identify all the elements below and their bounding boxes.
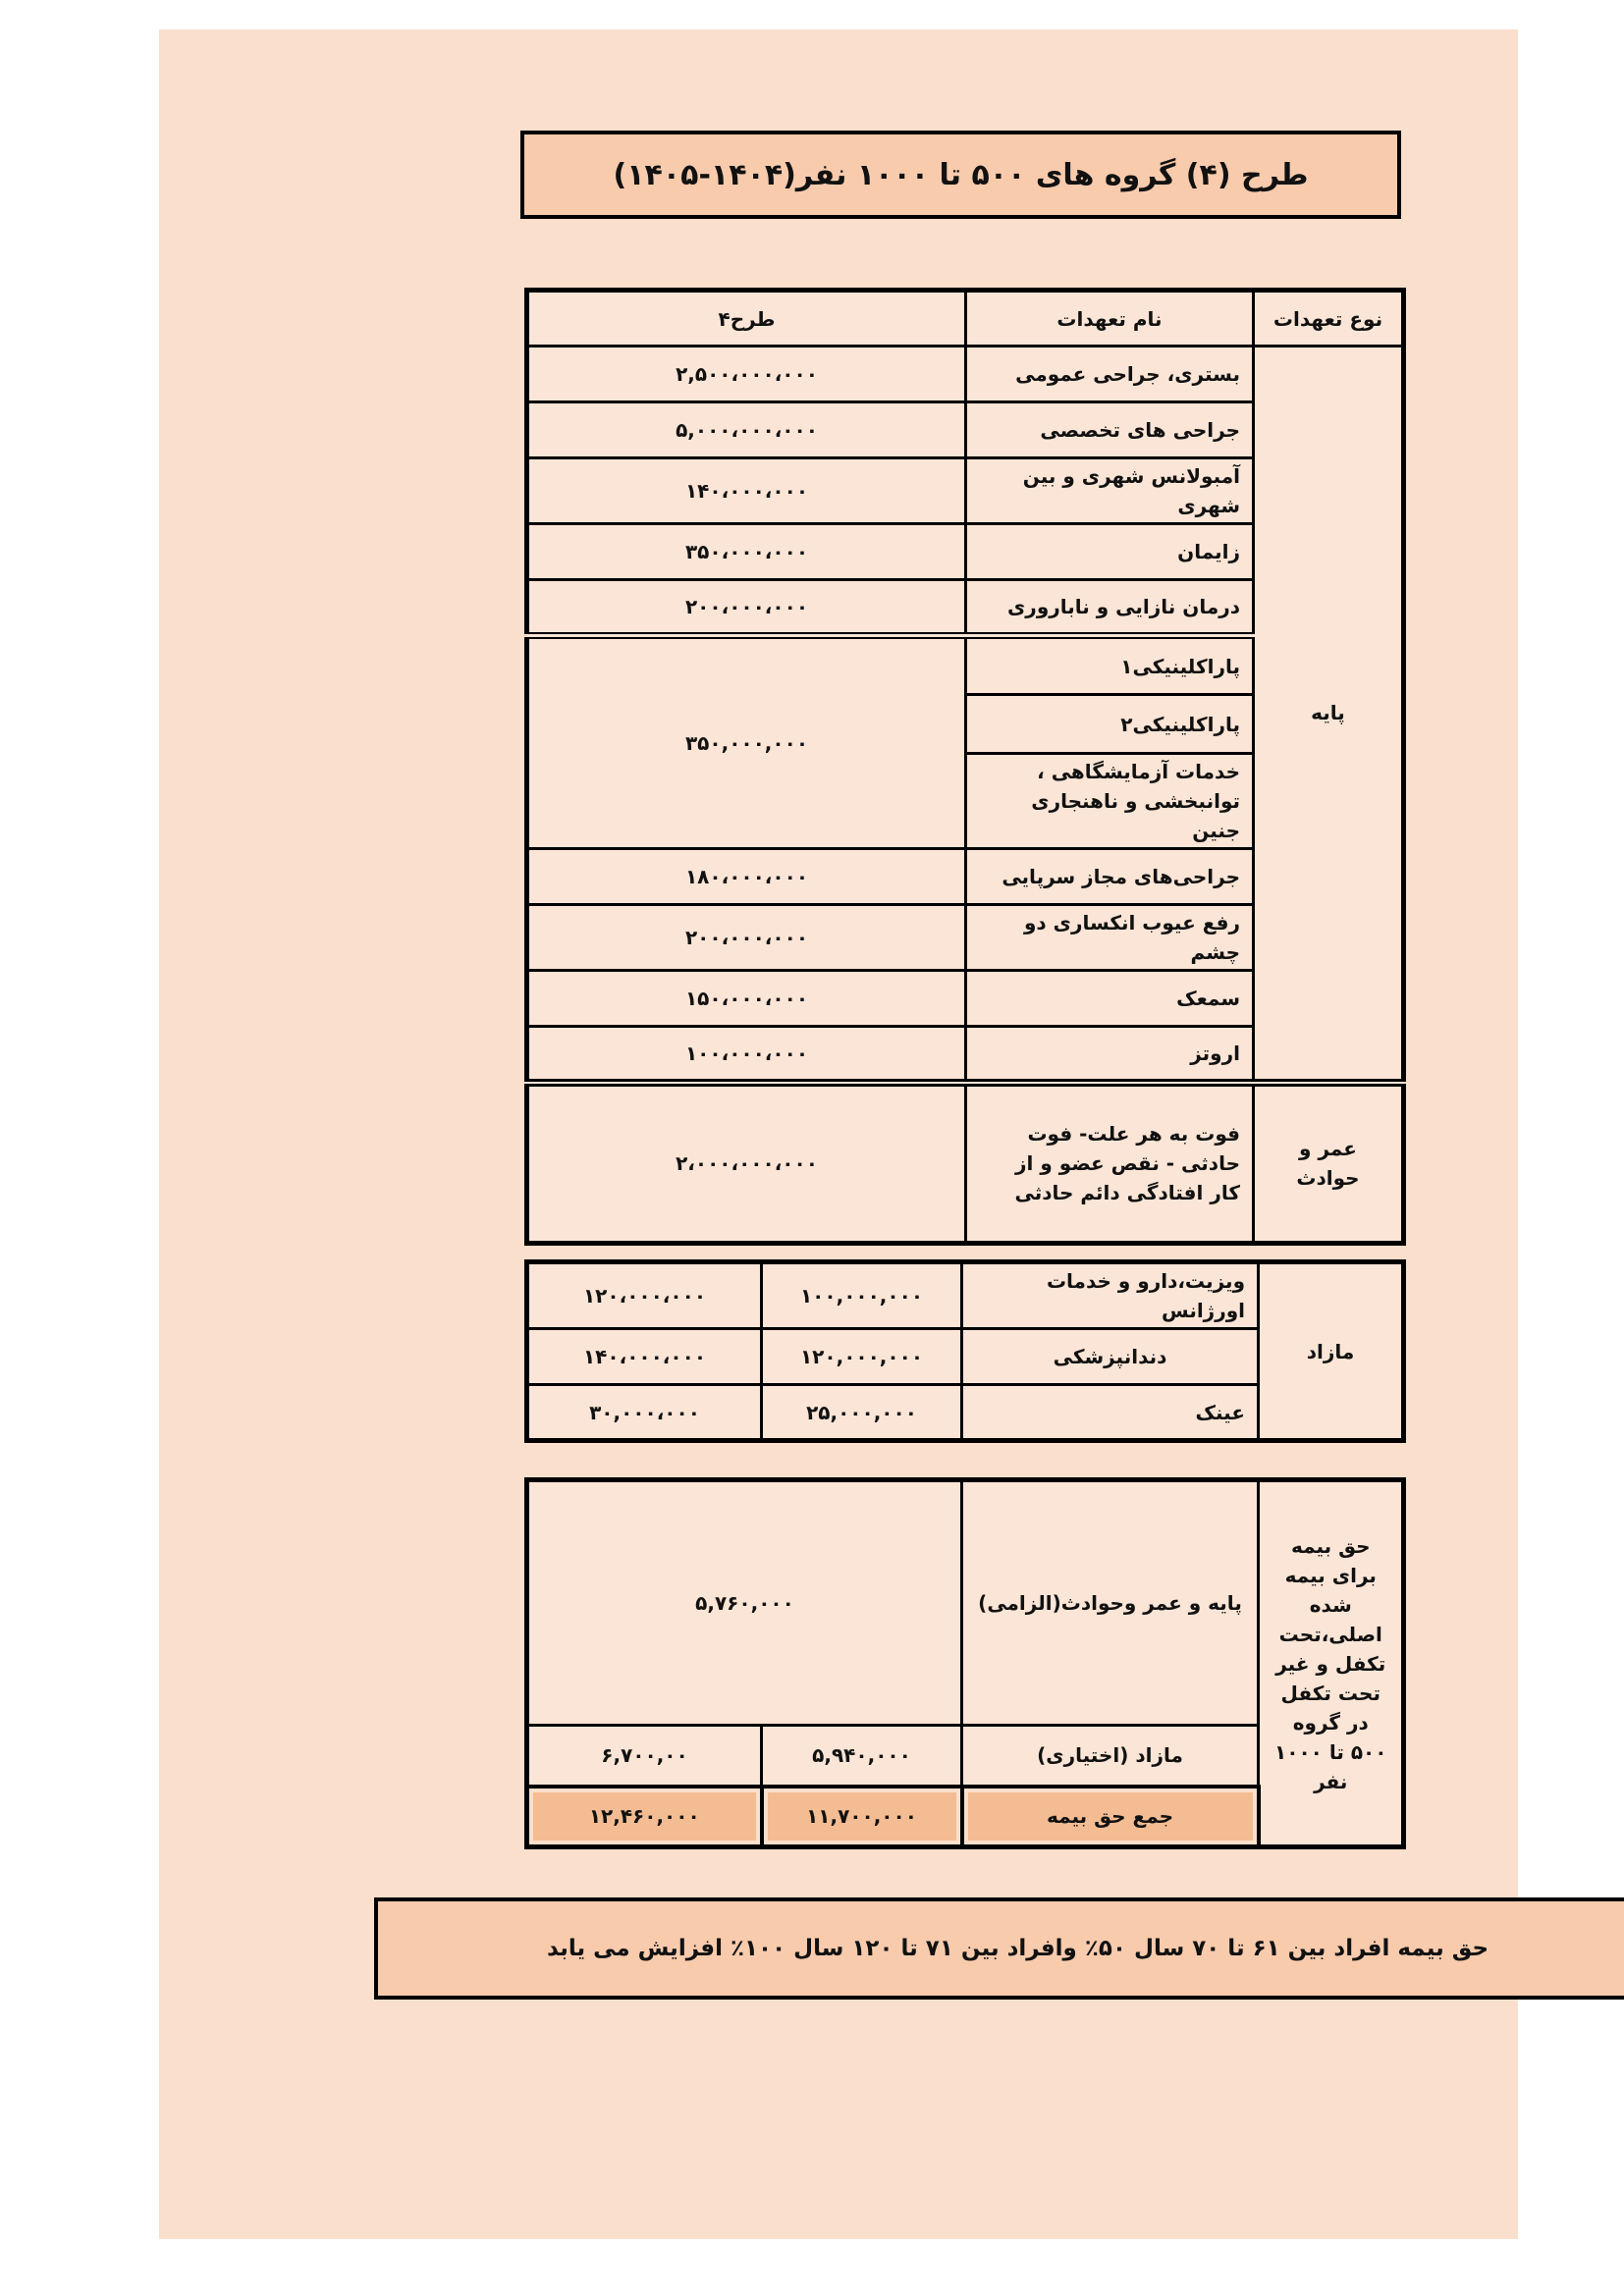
footnote-text: حق بیمه افراد بین ۶۱ تا ۷۰ سال ۵۰٪ وافراد بین ۷۱ تا ۱۲۰ سال ۱۰۰٪ افزایش می یابد xyxy=(546,1936,1489,1961)
benefit-amount-cell: ۱۰۰،۰۰۰،۰۰۰ xyxy=(527,1027,966,1083)
benefit-name-cell: ویزیت،دارو و خدمات اورژانس xyxy=(962,1262,1259,1329)
table-row xyxy=(527,347,1404,402)
benefit-amount-cell: ۳۵۰،۰۰۰،۰۰۰ xyxy=(527,524,966,580)
premium-name-cell: پایه و عمر وحوادث(الزامی) xyxy=(962,1480,1259,1726)
premium-total-amount-cell: ۱۲,۴۶۰,۰۰۰ xyxy=(527,1787,762,1847)
benefit-name-cell: دندانپزشکی xyxy=(962,1329,1259,1385)
page-title: طرح (۴) گروه های ۵۰۰ تا ۱۰۰۰ نفر(۱۴۰۴-۱۴۰۵) xyxy=(613,157,1309,192)
table-row xyxy=(527,1262,1404,1329)
benefit-amount-cell: ۲۵,۰۰۰,۰۰۰ xyxy=(762,1385,962,1441)
paraclinic-merged-amount-cell: ۳۵۰,۰۰۰,۰۰۰ xyxy=(527,636,966,849)
benefit-name-cell: فوت به هر علت- فوت حادثی - نقص عضو و از کار افتادگی دائم حادثی xyxy=(966,1083,1254,1244)
premium-name-cell: مازاد (اختیاری) xyxy=(962,1726,1259,1787)
header-row xyxy=(527,291,1404,347)
premium-total-amount-cell: ۱۱,۷۰۰,۰۰۰ xyxy=(762,1787,962,1847)
type-group-cell-life: عمر و حوادث xyxy=(1254,1083,1404,1244)
benefits-table xyxy=(524,288,1406,1246)
benefit-amount-cell: ۱۲۰،۰۰۰،۰۰۰ xyxy=(527,1262,762,1329)
benefit-name-cell: سمعک xyxy=(966,971,1254,1027)
benefit-amount-cell: ۲,۵۰۰،۰۰۰،۰۰۰ xyxy=(527,347,966,402)
benefit-name-cell: رفع عیوب انکساری دو چشم xyxy=(966,905,1254,971)
name-header-cell: نام تعهدات xyxy=(966,291,1254,347)
benefit-name-cell: خدمات آزمایشگاهی ، توانبخشی و ناهنجاری جنین xyxy=(966,754,1254,849)
premium-side-label-cell: حق بیمه برای بیمه شده اصلی،تحت تکفل و غیر تحت تکفل در گروه ۵۰۰ تا ۱۰۰۰ نفر xyxy=(1259,1480,1404,1847)
document-title-box xyxy=(520,131,1401,219)
type-header-cell: نوع تعهدات xyxy=(1254,291,1404,347)
benefit-name-cell: آمبولانس شهری و بین شهری xyxy=(966,458,1254,524)
benefit-name-cell: درمان نازایی و ناباروری xyxy=(966,580,1254,636)
premium-amount-cell: ۵,۹۴۰,۰۰۰ xyxy=(762,1726,962,1787)
table-row xyxy=(527,1083,1404,1244)
premium-amount-cell: ۵,۷۶۰,۰۰۰ xyxy=(527,1480,962,1726)
benefit-name-cell: بستری، جراحی عمومی xyxy=(966,347,1254,402)
benefit-amount-cell: ۱۴۰،۰۰۰،۰۰۰ xyxy=(527,1329,762,1385)
excess-table xyxy=(524,1259,1406,1443)
benefit-amount-cell: ۲۰۰،۰۰۰،۰۰۰ xyxy=(527,905,966,971)
benefit-name-cell: پاراکلینیکی۱ xyxy=(966,636,1254,695)
premium-table xyxy=(524,1477,1406,1849)
plan-header-cell: طرح۴ xyxy=(527,291,966,347)
benefit-amount-cell: ۱۰۰,۰۰۰,۰۰۰ xyxy=(762,1262,962,1329)
footnote-box xyxy=(374,1897,1624,2000)
benefit-amount-cell: ۲۰۰،۰۰۰،۰۰۰ xyxy=(527,580,966,636)
benefit-amount-cell: ۱۵۰،۰۰۰،۰۰۰ xyxy=(527,971,966,1027)
benefit-name-cell: جراحی‌های مجاز سرپایی xyxy=(966,849,1254,905)
type-group-cell-excess: مازاد xyxy=(1259,1262,1404,1441)
benefit-amount-cell: ۱۲۰,۰۰۰,۰۰۰ xyxy=(762,1329,962,1385)
premium-amount-cell: ۶,۷۰۰,۰۰ xyxy=(527,1726,762,1787)
type-group-cell-base: پایه xyxy=(1254,347,1404,1083)
benefit-amount-cell: ۱۴۰،۰۰۰،۰۰۰ xyxy=(527,458,966,524)
benefit-name-cell: جراحی های تخصصی xyxy=(966,402,1254,458)
benefit-name-cell: پاراکلینیکی۲ xyxy=(966,695,1254,754)
benefit-name-cell: اروتز xyxy=(966,1027,1254,1083)
benefit-amount-cell: ۱۸۰،۰۰۰،۰۰۰ xyxy=(527,849,966,905)
table-row xyxy=(527,1480,1404,1726)
page-content-area xyxy=(159,29,1518,2239)
benefit-name-cell: زایمان xyxy=(966,524,1254,580)
benefit-amount-cell: ۳۰,۰۰۰،۰۰۰ xyxy=(527,1385,762,1441)
benefit-amount-cell: ۲،۰۰۰،۰۰۰،۰۰۰ xyxy=(527,1083,966,1244)
premium-total-name-cell: جمع حق بیمه xyxy=(962,1787,1259,1847)
benefit-name-cell: عینک xyxy=(962,1385,1259,1441)
benefit-amount-cell: ۵,۰۰۰،۰۰۰،۰۰۰ xyxy=(527,402,966,458)
